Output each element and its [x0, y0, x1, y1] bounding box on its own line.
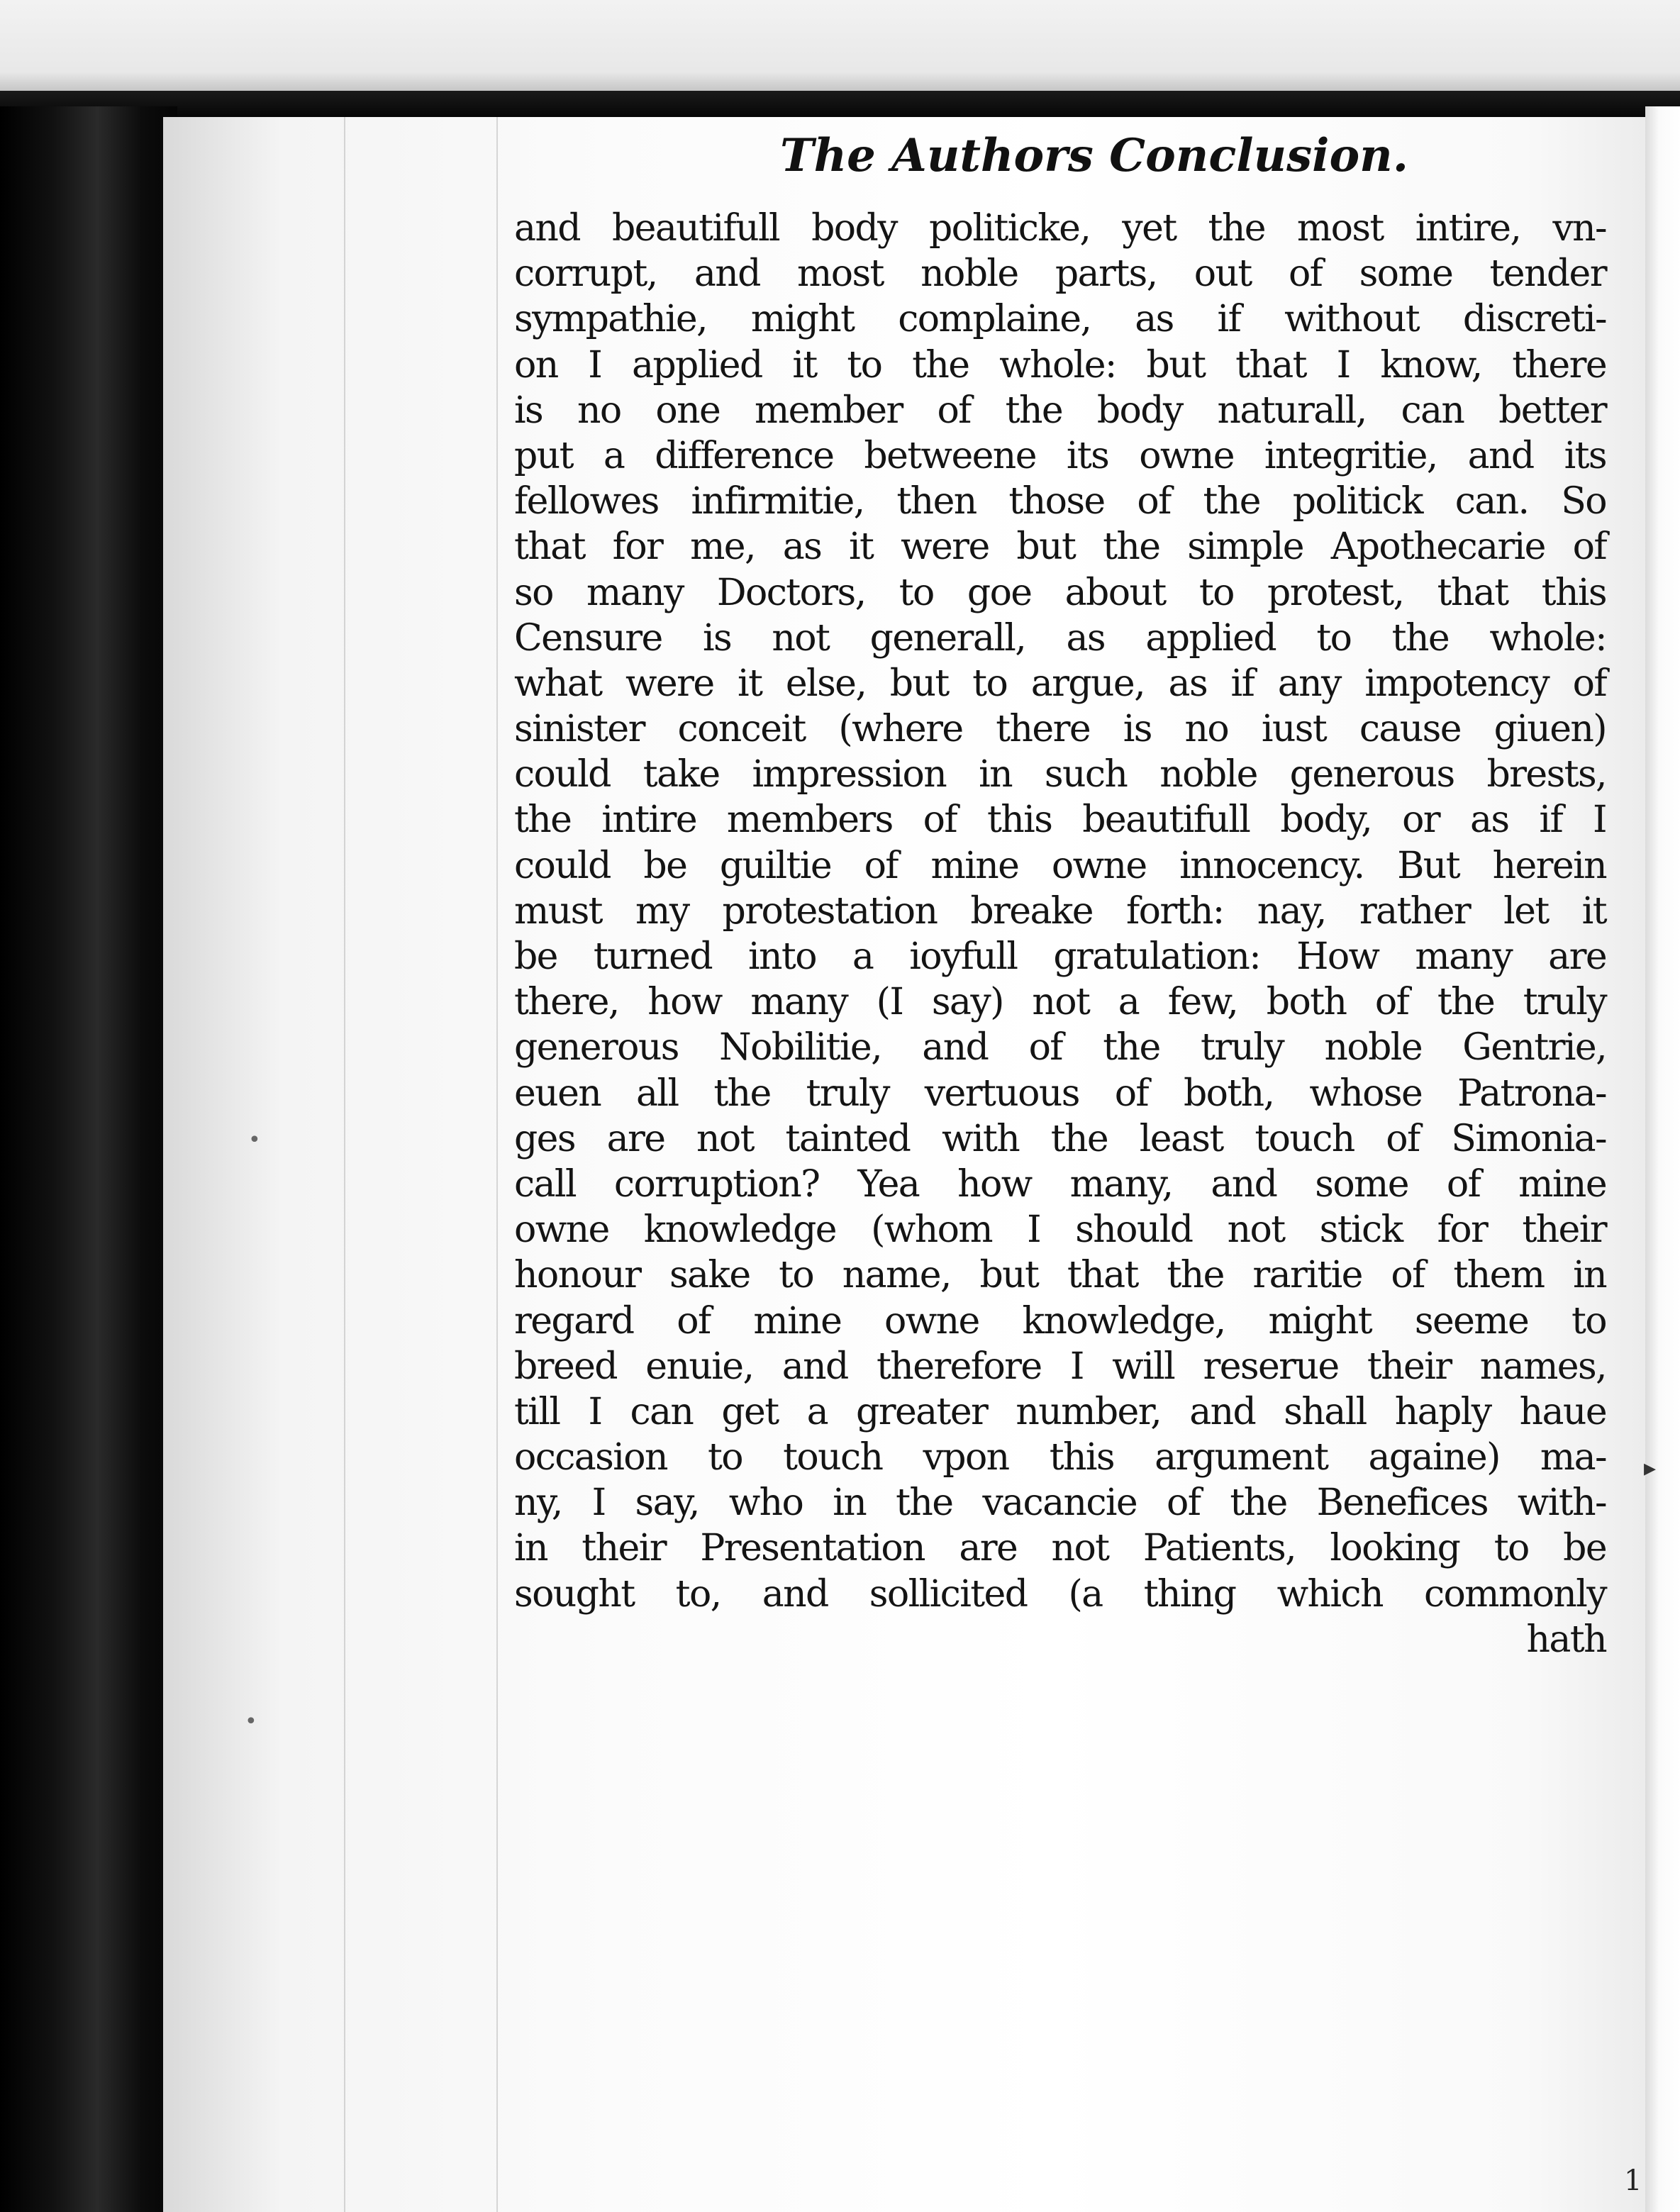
text-line: generous Nobilitie, and of the truly noble Gentrie,	[514, 1026, 1606, 1069]
text-line: be turned into a ioyfull gratulation: How many are	[514, 935, 1606, 978]
text-line: on I applied it to the whole: but that I know, there	[514, 343, 1606, 387]
text-line: could be guiltie of mine owne innocency. But herein	[514, 844, 1606, 887]
text-line: in their Presentation are not Patients, looking to be	[514, 1527, 1606, 1570]
text-line: and beautifull body politicke, yet the most intire, vn-	[514, 207, 1606, 250]
page-crease-line	[496, 117, 498, 2212]
text-line: fellowes infirmitie, then those of the politick can. So	[514, 480, 1606, 523]
text-line: regard of mine owne knowledge, might seeme to	[514, 1299, 1606, 1343]
page-crease-line	[344, 117, 345, 2212]
text-line: Censure is not generall, as applied to the whole:	[514, 616, 1606, 660]
top-edge-shadow	[0, 91, 1680, 119]
text-line: owne knowledge (whom I should not stick for their	[514, 1208, 1606, 1252]
page-number: 1	[1624, 2164, 1642, 2197]
catchword: hath	[1526, 1618, 1606, 1661]
text-line: is no one member of the body naturall, can better	[514, 389, 1606, 432]
text-line: ny, I say, who in the vacancie of the Benefices with-	[514, 1482, 1606, 1525]
text-line: corrupt, and most noble parts, out of some tender	[514, 252, 1606, 296]
text-line: breed enuie, and therefore I will reserue their names,	[514, 1345, 1606, 1388]
text-line: sought to, and sollicited (a thing which commonly	[514, 1572, 1606, 1616]
text-line: sinister conceit (where there is no iust cause giuen)	[514, 708, 1606, 751]
text-line: there, how many (I say) not a few, both of the truly	[514, 981, 1606, 1024]
text-line: that for me, as it were but the simple Apothecarie of	[514, 526, 1606, 569]
text-line: put a difference betweene its owne integritie, and its	[514, 434, 1606, 477]
text-line: honour sake to name, but that the raritie of them in	[514, 1254, 1606, 1297]
margin-dot-mark: ▸	[1644, 1454, 1657, 1482]
text-line: what were it else, but to argue, as if any impotency of	[514, 662, 1606, 705]
margin-dot-mark: •	[245, 1709, 257, 1734]
right-page-edge	[1645, 106, 1680, 2212]
text-line: occasion to touch vpon this argument againe) ma-	[514, 1436, 1606, 1479]
text-line: could take impression in such noble generous brests,	[514, 753, 1606, 796]
text-line: ges are not tainted with the least touch of Simonia-	[514, 1117, 1606, 1160]
top-margin	[0, 0, 1680, 96]
book-binding-gutter	[0, 106, 177, 2212]
text-line: till I can get a greater number, and shall haply haue	[514, 1390, 1606, 1433]
text-line: so many Doctors, to goe about to protest, that this	[514, 571, 1606, 614]
text-line: euen all the truly vertuous of both, whose Patrona-	[514, 1072, 1606, 1115]
text-line: sympathie, might complaine, as if without discreti-	[514, 298, 1606, 341]
text-line: the intire members of this beautifull body, or as if I	[514, 799, 1606, 842]
running-head: The Authors Conclusion.	[780, 129, 1408, 182]
text-line: must my protestation breake forth: nay, rather let it	[514, 889, 1606, 933]
body-text	[514, 206, 1606, 1662]
margin-dot-mark: •	[248, 1128, 261, 1152]
text-line: call corruption? Yea how many, and some of mine	[514, 1162, 1606, 1206]
